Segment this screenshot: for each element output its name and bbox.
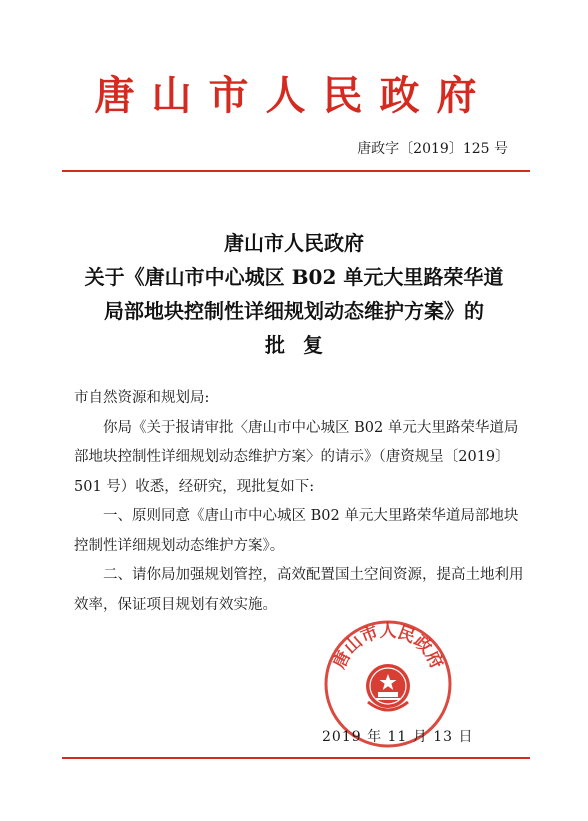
signature-date: 2019 年 11 月 13 日 <box>322 729 474 745</box>
document-title <box>60 226 528 362</box>
title-line-3: 局部地块控制性详细规划动态维护方案》的 <box>104 299 484 323</box>
body-paragraph-2: 一、原则同意《唐山市中心城区 B02 单元大里路荣华道局部地块控制性详细规划动态维护方案》。 <box>74 508 519 554</box>
header-red-rule <box>62 170 530 172</box>
title-line-reply: 批复 <box>265 333 341 357</box>
addressee: 市自然资源和规划局: <box>74 390 210 406</box>
national-emblem-icon <box>366 664 410 710</box>
masthead-title: 唐山市人民政府 <box>94 72 494 119</box>
title-line-issuer: 唐山市人民政府 <box>224 231 364 255</box>
footer-red-rule <box>62 757 530 759</box>
title-line-2: 关于《唐山市中心城区 B02 单元大里路荣华道 <box>84 265 504 289</box>
document-body <box>74 384 524 620</box>
seal-text: 唐山市人民政府 <box>329 621 447 673</box>
body-paragraph-3: 二、请你局加强规划管控，高效配置国土空间资源，提高土地利用效率，保证项目规划有效实施。 <box>74 567 524 613</box>
body-paragraph-1: 你局《关于报请审批〈唐山市中心城区 B02 单元大里路荣华道局部地块控制性详细规划动态维护方案〉的请示》（唐资规呈〔2019〕501 号）收悉，经研究，现批复如下: <box>74 419 519 495</box>
document-number: 唐政字〔2019〕125 号 <box>357 141 508 157</box>
